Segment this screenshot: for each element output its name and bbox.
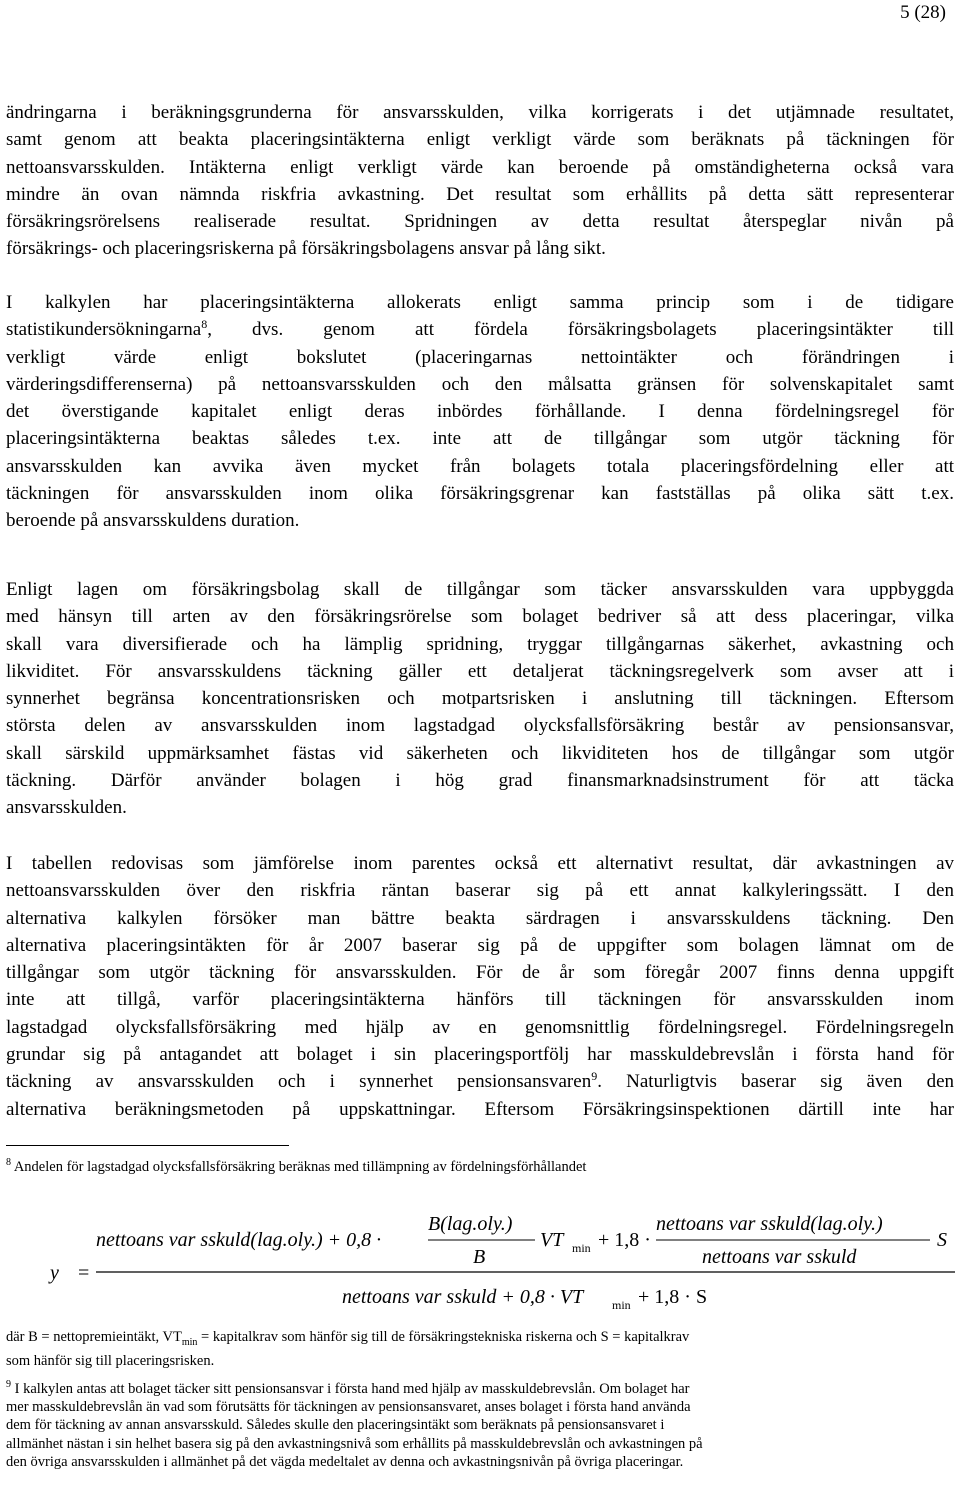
text-line: verkligt värde enligt bokslutet (placeringarnas nettointäkter och förändringen i (6, 346, 954, 368)
text-fragment: statistikundersökningarna (6, 319, 202, 341)
text-line: alternativa placeringsintäkten för år 2007 baserar sig på de uppgifter som bolagen lämnat om de (6, 934, 954, 956)
text-line: mindre än ovan nämnda riskfria avkastning. Det resultat som erhållits på detta sätt representerar (6, 183, 954, 205)
footnote-mark: 8 (6, 1157, 11, 1168)
text-fragment: . Naturligtvis baserar sig även den (597, 1071, 955, 1093)
paragraph-1 (6, 99, 954, 263)
legend-text: där B = nettopremieintäkt, VT (6, 1329, 182, 1345)
fraction2-numerator: nettoans var sskuld(lag.oly.) (656, 1213, 883, 1235)
text-line: placeringsintäkterna beaktas således t.ex. inte att de tillgångar som utgör täckning för (6, 428, 954, 450)
text-line: täckningen för ansvarsskulden inom olika försäkringsgrenar kan fastställas på olika sätt t.ex. (6, 483, 954, 505)
paragraph-2 (6, 289, 954, 535)
paragraph-3 (6, 576, 954, 822)
fraction1-numerator: B(lag.oly.) (428, 1213, 513, 1235)
text-line: försäkrings- och placeringsriskerna på försäkringsbolagens ansvar på lång sikt. (6, 238, 606, 260)
footnote-8 (6, 1158, 946, 1176)
footnote-separator (6, 1145, 289, 1146)
footnote-ref-8[interactable]: 8 (201, 317, 208, 332)
formula-equals: = (78, 1262, 90, 1284)
text-line: I kalkylen har placeringsintäkterna allokerats enligt samma princip som i de tidigare (6, 292, 954, 313)
text-line: I tabellen redovisas som jämförelse inom parentes också ett alternativt resultat, där avkastningen av (6, 853, 954, 874)
formula-denominator-subscript: min (612, 1298, 631, 1312)
formula-denominator: nettoans var sskuld + 0,8 · VT (342, 1286, 584, 1308)
page-number: 5 (28) (900, 2, 946, 23)
text-line: värderingsdifferenserna) på nettoansvarsskulden och den målsatta gränsen för solvenskapitalet samt (6, 373, 954, 395)
legend-subscript: min (181, 1336, 198, 1348)
fraction1-denominator: B (473, 1246, 486, 1268)
legend-text: som hänför sig till placeringsrisken. (6, 1353, 215, 1370)
text-line: alternativa kalkylen försöker man bättre beakta särdragen i ansvarsskuldens täckning. Den (6, 907, 954, 929)
text-line: lagstadgad olycksfallsförsäkring med hjälp av en genomsnittlig fördelningsregel. Fördelningsregeln (6, 1016, 954, 1038)
formula-s: S (937, 1229, 947, 1251)
text-fragment: , dvs. genom att fördela försäkringsbolagets placeringsintäkter till (207, 319, 954, 341)
footnote-line: allmänhet nästan i sin helhet basera sig på den avkastningsnivå som erhållits på masskuldebrevslån och avkastningen på (6, 1435, 703, 1452)
text-line: nettoansvarsskulden. Intäkterna enligt verkligt värde kan beroende på omständigheterna också vara (6, 156, 954, 178)
text-line: skall särskild uppmärksamhet fästas vid säkerheten och likviditeten hos de tillgångar som utgör (6, 742, 954, 764)
legend-text: = kapitalkrav som hänför sig till de försäkringstekniska riskerna och S = kapitalkrav (197, 1329, 690, 1345)
formula-denominator-tail: + 1,8 · S (638, 1286, 708, 1308)
text-line: samt genom att beakta placeringsintäkterna enligt verkligt värde som beräknats på täckningen för (6, 129, 954, 151)
footnote-line: mer masskuldebrevslån än vad som förutsätts för täckningen av pensionsansvaret, anses bolaget i första hand använda (6, 1399, 691, 1416)
text-line: likviditet. För ansvarsskuldens täckning gäller ett detaljerat täckningsregelverk som avser att i (6, 660, 954, 682)
text-line-with-footnote (6, 316, 954, 343)
footnote-text: Andelen för lagstadgad olycksfallsförsäkring beräknas med tillämpning av fördelningsförhållandet (13, 1159, 587, 1175)
formula-vt-subscript: min (572, 1241, 591, 1255)
footnote-line: dem för täckning av annan ansvarsskuld. Således skulle den placeringsintäkt som beräknats på pensionsansvaret i (6, 1417, 665, 1434)
formula-legend (6, 1328, 946, 1370)
text-line: ändringarna i beräkningsgrunderna för ansvarsskulden, vilka korrigerats i det utjämnade resultatet, (6, 102, 954, 123)
formula-y: y (50, 1262, 59, 1284)
text-line: nettoansvarsskulden över den riskfria räntan baserar sig på ett annat kalkyleringssätt. I den (6, 880, 954, 902)
formula-vt: VT (540, 1229, 564, 1251)
formula-plus-18: + 1,8 · (598, 1229, 651, 1251)
footnote-mark: 9 (6, 1379, 11, 1390)
text-line: försäkringsrörelsens realiserade resultat. Spridningen av detta resultat återspeglar nivån på (6, 211, 954, 233)
text-line: grundar sig på antagandet att bolaget i sin placeringsportfölj har masskuldebrevslån i första hand för (6, 1044, 954, 1066)
text-line: beroende på ansvarsskuldens duration. (6, 510, 300, 532)
allocation-formula (0, 1200, 960, 1320)
text-fragment: täckning av ansvarsskulden och i synnerhet pensionsansvaren (6, 1071, 592, 1093)
footnote-ref-9[interactable]: 9 (591, 1069, 598, 1084)
text-line: det överstigande kapitalet enligt deras inbördes förhållande. I denna fördelningsregel för (6, 401, 954, 423)
text-line: tillgångar som utgör täckning för ansvarsskulden. För de år som föregår 2007 finns denna uppgift (6, 962, 954, 984)
text-line: synnerhet begränsa koncentrationsrisken och motpartsrisken i anslutning till täckningen. Eftersom (6, 688, 954, 710)
footnote-line: den övriga ansvarsskulden i allmänhet på det vägda medeltalet av denna och avkastningsnivån på övriga placeringar. (6, 1453, 684, 1470)
fraction2-denominator: nettoans var sskuld (702, 1246, 857, 1268)
text-line: Enligt lagen om försäkringsbolag skall de tillgångar som täcker ansvarsskulden vara uppbyggda (6, 579, 954, 600)
text-line: ansvarsskulden kan avvika även mycket från bolagets totala placeringsfördelning eller att (6, 455, 954, 477)
text-line: alternativa beräkningsmetoden på uppskattningar. Eftersom Försäkringsinspektionen därtill inte har (6, 1098, 954, 1120)
text-line-with-footnote (6, 1068, 954, 1095)
text-line: med hänsyn till arten av den försäkringsrörelse som bolaget bedriver så att dess placeringar, vilka (6, 606, 954, 628)
text-line: inte att tillgå, varför placeringsintäkterna hänförs till täckningen för ansvarsskulden inom (6, 989, 954, 1011)
text-line: täckning. Därför använder bolagen i hög grad finansmarknadsinstrument för att täcka (6, 770, 954, 792)
formula-numerator-left: nettoans var sskuld(lag.oly.) + 0,8 · (96, 1229, 382, 1251)
paragraph-4 (6, 850, 954, 1123)
text-line: skall vara diversifierade och ha lämplig spridning, tryggar tillgångarnas säkerhet, avkastning och (6, 633, 954, 655)
text-line: ansvarsskulden. (6, 797, 127, 819)
text-line: största delen av ansvarsskulden inom lagstadgad olycksfallsförsäkring består av pensionsansvar, (6, 715, 954, 737)
footnote-line: I kalkylen antas att bolaget täcker sitt pensionsansvar i första hand med hjälp av masskuldebrevslån. Om bolaget har (14, 1381, 690, 1397)
footnote-9 (6, 1380, 946, 1471)
